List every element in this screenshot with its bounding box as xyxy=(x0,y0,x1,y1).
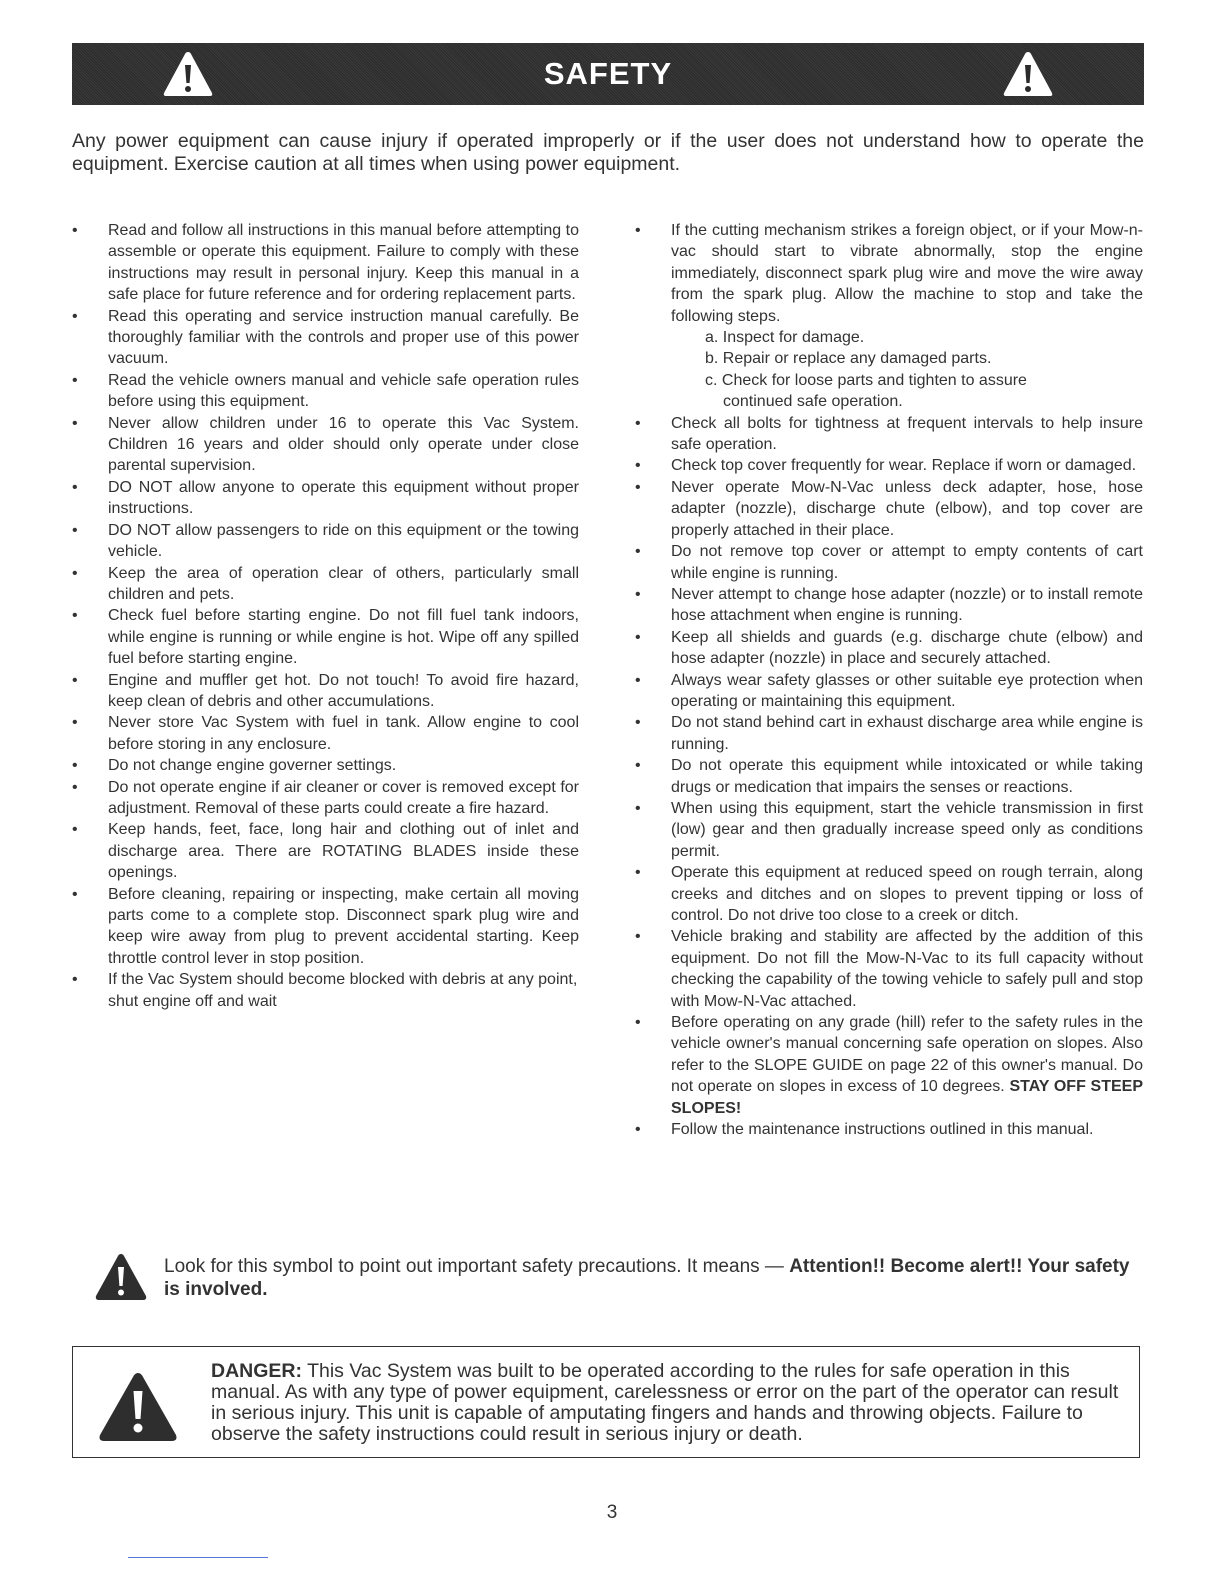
list-item: • DO NOT allow anyone to operate this equipment without proper instructions. xyxy=(72,478,579,518)
step-item: c. Check for loose parts and tighten to assure xyxy=(705,371,1027,389)
list-item: • When using this equipment, start the vehicle transmission in first (low) gear and then gradually increase speed only as conditions permit. xyxy=(635,799,1143,860)
list-item: • Engine and muffler get hot. Do not touch! To avoid fire hazard, keep clean of debris and other accumulations. xyxy=(72,671,579,710)
list-item: • Before operating on any grade (hill) refer to the safety rules in the vehicle owner's manual concerning safe operation on slopes. Also refer to the SLOPE GUIDE on page 22 of this owner's manual. Do not operate on slopes in excess of 10 degrees. STAY OFF STEEP SLOPES! xyxy=(635,1014,1143,1117)
list-item: • Operate this equipment at reduced speed on rough terrain, along creeks and ditches and on slopes to prevent tipping or loss of control. Do not drive too close to a creek or ditch. xyxy=(635,864,1143,924)
list-item: • If the cutting mechanism strikes a foreign object, or if your Mow-n-vac should start to vibrate abnormally, stop the engine immediately, disconnect spark plug wire and move the wire away from the spark plug. Allow the machine to stop and take the following steps. a. Inspect for damage. b. Repair or replace any damaged parts. c. Check for loose parts and tighten to assure continued safe operation. xyxy=(635,220,1143,413)
list-item: • If the Vac System should become blocked with debris at any point, shut engine off and wait xyxy=(72,971,578,1010)
list-item: • Never attempt to change hose adapter (nozzle) or to install remote hose attachment when engine is running. xyxy=(635,585,1143,625)
safety-banner xyxy=(72,43,1144,105)
list-item: • Keep the area of operation clear of others, particularly small children and pets. xyxy=(72,564,579,603)
list-item: • Never operate Mow-N-Vac unless deck adapter, hose, hose adapter (nozzle), discharge chute (elbow), and top cover are properly attached in their place. xyxy=(635,478,1143,539)
safety-rules-left-column xyxy=(72,220,579,1012)
danger-text: This Vac System was built to be operated according to the rules for safe operation in this manual. As with any type of power equipment, carelessness or error on the part of the operator can result in serious injury. This unit is capable of amputating fingers and hands and throwing objects. Failure to observe the safety instructions could result in serious injury or death. xyxy=(211,1360,1119,1445)
attention-text: Look for this symbol to point out important safety precautions. It means — xyxy=(164,1256,784,1277)
list-item: • Check all bolts for tightness at frequent intervals to help insure safe operation. xyxy=(635,414,1143,454)
step-item: a. Inspect for damage. xyxy=(705,329,865,347)
danger-label: DANGER: xyxy=(211,1360,302,1382)
list-item: • Do not remove top cover or attempt to empty contents of cart while engine is running. xyxy=(635,543,1143,582)
attention-emphasis: Attention!! Become alert!! Your safety is involved. xyxy=(164,1256,1130,1300)
list-item: • Do not operate engine if air cleaner or cover is removed except for adjustment. Removal of these parts could create a fire hazard. xyxy=(72,778,579,817)
danger-box xyxy=(72,1346,1140,1458)
list-item: • Do not stand behind cart in exhaust discharge area while engine is running. xyxy=(635,714,1143,753)
list-item: • Vehicle braking and stability are affected by the addition of this equipment. Do not fill the Mow-N-Vac to its full capacity without checking the capability of the towing vehicle to safely pull and stop with Mow-N-Vac attached. xyxy=(635,928,1143,1010)
list-item: • Keep hands, feet, face, long hair and clothing out of inlet and discharge area. There are ROTATING BLADES inside these openings. xyxy=(72,821,579,882)
list-item: • Do not operate this equipment while intoxicated or while taking drugs or medication that impairs the senses or reactions. xyxy=(635,757,1143,796)
list-item: • Check fuel before starting engine. Do not fill fuel tank indoors, while engine is running or while engine is hot. Wipe off any spilled fuel before starting engine. xyxy=(72,607,579,668)
list-item: • Follow the maintenance instructions outlined in this manual. xyxy=(635,1121,1094,1139)
list-item: • Read the vehicle owners manual and vehicle safe operation rules before using this equipment. xyxy=(72,371,579,411)
list-item: • DO NOT allow passengers to ride on this equipment or the towing vehicle. xyxy=(72,521,579,561)
list-item: • Keep all shields and guards (e.g. discharge chute (elbow) and hose adapter (nozzle) in place and securely attached. xyxy=(635,628,1143,668)
list-item: • Check top cover frequently for wear. Replace if worn or damaged. xyxy=(635,457,1137,475)
warning-triangle-icon xyxy=(97,1371,179,1443)
step-continuation: continued safe operation. xyxy=(723,393,903,411)
page-title: SAFETY xyxy=(543,56,673,91)
step-item: b. Repair or replace any damaged parts. xyxy=(705,350,992,368)
list-item: • Do not change engine governer settings. xyxy=(72,757,397,775)
intro-paragraph: Any power equipment can cause injury if operated improperly or if the user does not understand how to operate the equipment. Exercise caution at all times when using power equipment. xyxy=(72,130,1144,175)
slope-warning: STAY OFF STEEP SLOPES! xyxy=(671,1078,1143,1117)
warning-triangle-icon xyxy=(94,1252,148,1302)
safety-rules-right-column xyxy=(635,220,1143,1140)
attention-note xyxy=(94,1252,1144,1312)
list-item: • Read this operating and service instruction manual carefully. Be thoroughly familiar with the controls and proper use of this power vacuum. xyxy=(72,307,579,368)
page-number: 3 xyxy=(606,1502,618,1523)
list-item: • Before cleaning, repairing or inspecting, make certain all moving parts come to a complete stop. Disconnect spark plug wire and keep wire away from plug to prevent accidental starting. Keep throttle control lever in stop position. xyxy=(72,885,579,967)
list-item: • Never store Vac System with fuel in tank. Allow engine to cool before storing in any enclosure. xyxy=(72,714,579,753)
list-item: • Never allow children under 16 to operate this Vac System. Children 16 years and older should only operate under close parental supervision. xyxy=(72,414,579,475)
inspection-steps xyxy=(671,327,1143,413)
warning-triangle-icon xyxy=(1001,49,1055,99)
list-item: • Always wear safety glasses or other suitable eye protection when operating or maintaining this equipment. xyxy=(635,671,1143,710)
list-item: • Read and follow all instructions in this manual before attempting to assemble or operate this equipment. Failure to comply with these instructions may result in personal injury. Keep this manual in a safe place for future reference and for ordering replacement parts. xyxy=(72,222,579,304)
footer-rule xyxy=(128,1557,268,1558)
